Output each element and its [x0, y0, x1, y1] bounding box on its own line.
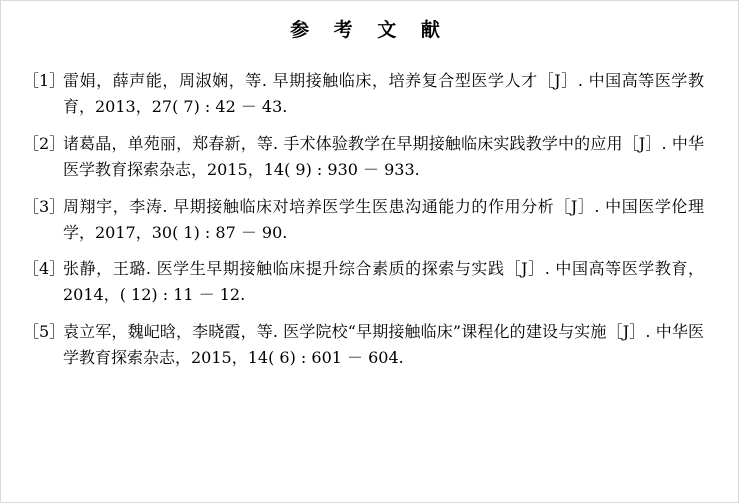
reference-list — [1, 68, 738, 371]
list-item — [1, 131, 738, 183]
reference-marker: ［4］ — [23, 259, 66, 279]
reference-marker: ［1］ — [23, 71, 66, 90]
reference-text: 袁立军，魏屺晗，李晓霞，等. 医学院校“早期接触临床”课程化的建设与实施［J］. 中华医学教育探索杂志，2015，14( 6) : 601 － 604. — [63, 322, 704, 368]
reference-text: 雷娟，薛声能，周淑娴，等. 早期接触临床，培养复合型医学人才［J］. 中国高等医学教育，2013，27( 7) : 42 － 43. — [63, 71, 704, 116]
page-title: 参 考 文 献 — [290, 19, 449, 41]
reference-text: 周翔宇，李涛. 早期接触临床对培养医学生医患沟通能力的作用分析［J］. 中国医学伦理学，2017，30( 1) : 87 － 90. — [63, 196, 704, 242]
list-item — [1, 256, 738, 308]
list-item — [1, 194, 738, 246]
list-item — [1, 68, 738, 120]
reference-text: 张静，王璐. 医学生早期接触临床提升综合素质的探索与实践［J］. 中国高等医学教育，2014，( 12) : 11 － 12. — [63, 259, 704, 305]
reference-marker: ［2］ — [23, 133, 66, 153]
reference-text: 诸葛晶，单苑丽，郑春新，等. 手术体验教学在早期接触临床实践教学中的应用［J］. 中华医学教育探索杂志，2015，14( 9) : 930 － 933. — [63, 133, 704, 179]
reference-marker: ［5］ — [23, 322, 66, 342]
reference-marker: ［3］ — [23, 196, 66, 216]
list-item — [1, 319, 738, 371]
